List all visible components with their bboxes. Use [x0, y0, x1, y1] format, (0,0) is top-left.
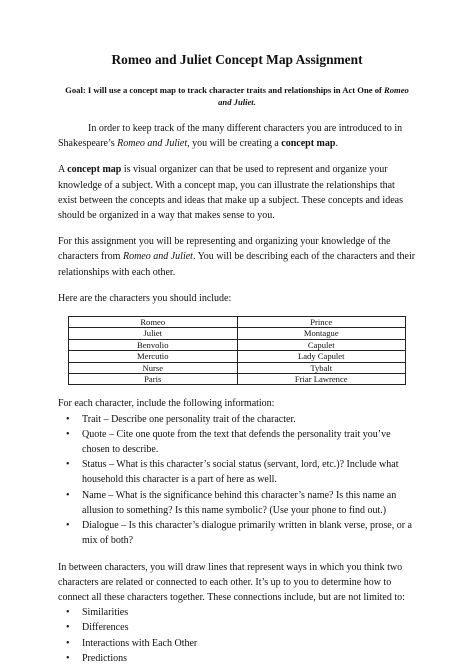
table-cell: Friar Lawrence	[237, 374, 406, 385]
info-list	[58, 412, 416, 549]
intro-part3: .	[335, 138, 338, 150]
table-cell: Juliet	[69, 328, 238, 339]
document-title: Romeo and Juliet Concept Map Assignment	[111, 52, 363, 67]
table-row	[69, 317, 406, 328]
characters-intro: Here are the characters you should include:	[58, 292, 232, 304]
table-cell: Romeo	[69, 317, 238, 328]
list-item: • Status – What is this character’s social status (servant, lord, etc.)? Include what household this character is a part of here as well.	[58, 457, 416, 487]
table-cell: Capulet	[237, 339, 406, 350]
list-item: • Interactions with Each Other	[58, 636, 416, 651]
table-cell: Lady Capulet	[237, 351, 406, 362]
intro-term: concept map	[281, 138, 336, 150]
goal-statement	[58, 84, 416, 108]
list-item: • Name – What is the significance behind this character’s name? Is this name an allusion to something? Is this name symbolic? (Use your phone to find out.)	[58, 488, 416, 518]
intro-part1: In order to keep track of the many different characters you are introduced to in Shakespeare’s	[58, 123, 403, 150]
assignment-part1: For this assignment you will be representing and organizing your knowledge of the characters from	[58, 236, 391, 263]
connections-list	[58, 605, 416, 666]
definition-paragraph	[58, 162, 416, 223]
assignment-part2: . You will be describing each of the characters and their relationships with each other.	[58, 251, 416, 278]
table-row	[69, 328, 406, 339]
list-item: • Differences	[58, 620, 416, 635]
table-row	[69, 351, 406, 362]
intro-part2: , you will be creating a	[187, 138, 282, 150]
definition-part2: is visual organizer can that be used to represent and organize your knowledge of a subject. With a concept map, you can illustrate the relationships that exist between the concepts and ideas that make up a subject. These concepts and ideas should be organized in a way that makes sense to you.	[58, 164, 403, 222]
list-item: • Similarities	[58, 605, 416, 620]
intro-work-title: Romeo and Juliet	[117, 138, 188, 150]
table-cell: Benvolio	[69, 339, 238, 350]
table-row	[69, 362, 406, 373]
info-intro: For each character, include the following information:	[58, 398, 275, 410]
assignment-work-title: Romeo and Juliet	[122, 251, 193, 263]
intro-paragraph	[58, 121, 416, 151]
characters-table	[68, 316, 406, 385]
list-item: • Dialogue – Is this character’s dialogue primarily written in blank verse, prose, or a mix of both?	[58, 518, 416, 548]
table-cell: Prince	[237, 317, 406, 328]
table-cell: Nurse	[69, 362, 238, 373]
goal-title-italic: Romeo and Juliet.	[218, 85, 409, 107]
list-item: • Trait – Describe one personality trait of the character.	[58, 412, 416, 427]
assignment-paragraph	[58, 234, 416, 280]
table-cell: Mercutio	[69, 351, 238, 362]
list-item: • Quote – Cite one quote from the text that defends the personality trait you’ve chosen to describe.	[58, 427, 416, 457]
definition-term: concept map	[67, 164, 122, 176]
table-cell: Tybalt	[237, 362, 406, 373]
list-item: • Predictions	[58, 651, 416, 666]
connections-intro: In between characters, you will draw lines that represent ways in which you think two characters are related or connected to each other. It’s up to you to determine how to connect all these characters together. These connections include, but are not limited to:	[58, 561, 405, 603]
table-cell: Paris	[69, 374, 238, 385]
table-row	[69, 374, 406, 385]
goal-text: Goal: I will use a concept map to track character traits and relationships in Act One of	[65, 85, 384, 95]
definition-part1: A	[58, 164, 68, 176]
table-row	[69, 339, 406, 350]
table-cell: Montague	[237, 328, 406, 339]
